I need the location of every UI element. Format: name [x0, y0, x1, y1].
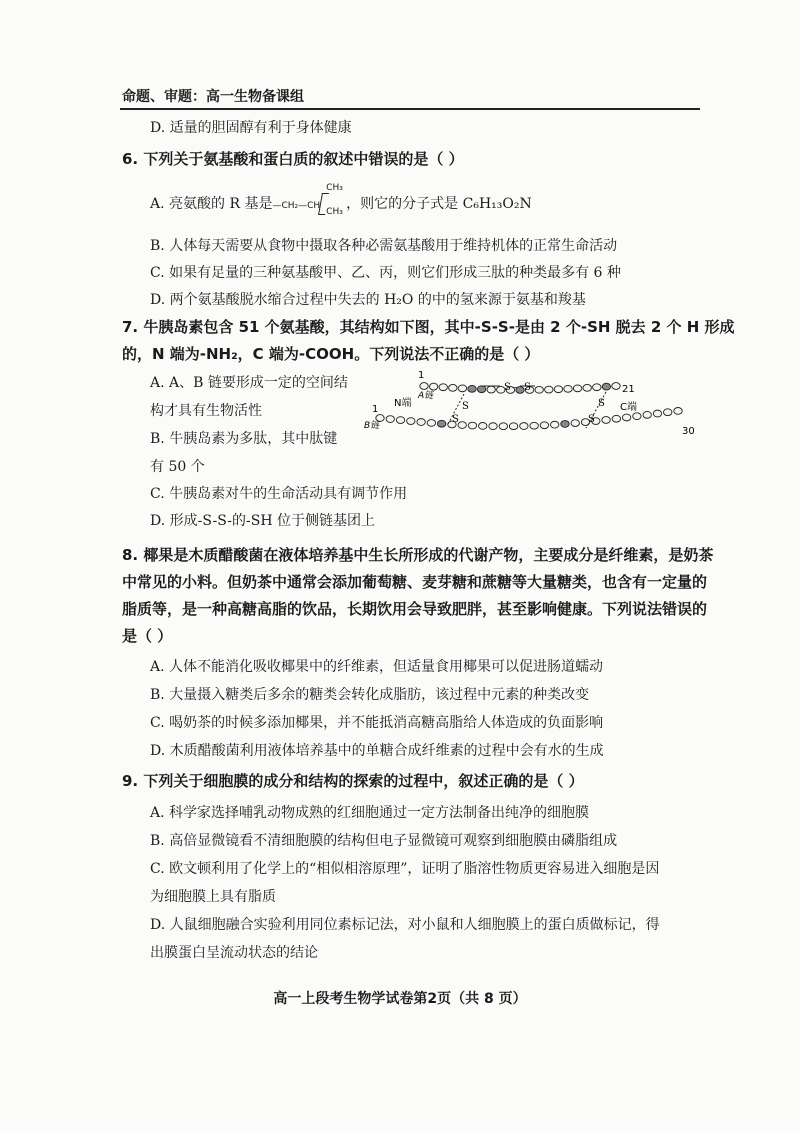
chain-b-label: B链	[364, 421, 380, 431]
chain-b-residue	[561, 421, 569, 428]
chain-a-residue	[439, 384, 447, 391]
q6-option-b: B. 人体每天需要从食物中摄取各种必需氨基酸用于维持机体的正常生命活动	[150, 238, 618, 254]
chain-a-label: A链	[418, 391, 434, 401]
q8-stem-line2: 中常见的小料。但奶茶中通常会添加葡萄糖、麦芽糖和蔗糖等大量糖类，也含有一定量的	[122, 573, 708, 591]
chain-a-residue	[593, 384, 601, 391]
q8-stem-line3: 脂质等，是一种高糖高脂的饮品，长期饮用会导致肥胖，甚至影响健康。下列说法错误的	[122, 600, 708, 618]
q7-option-d: D. 形成-S-S-的-SH 位于侧链基团上	[150, 513, 376, 529]
ch3-bottom: CH₃	[326, 207, 343, 217]
chain-b-residue	[530, 422, 538, 429]
chain-a-residue	[516, 387, 524, 394]
q9-stem: 9. 下列关于细胞膜的成分和结构的探索的过程中，叙述正确的是（ ）	[122, 772, 584, 790]
chain-b-residue	[571, 420, 579, 427]
page-footer: 高一上段考生物学试卷第2页（共 8 页）	[273, 991, 527, 1007]
chain-a-residue	[545, 386, 553, 393]
page-header: 命题、审题：高一生物备课组	[122, 89, 304, 105]
q6-option-a-suffix: ，则它的分子式是 C₆H₁₃O₂N	[346, 196, 532, 212]
q6-option-a-prefix: A. 亮氨酸的 R 基是	[150, 196, 273, 212]
q5-option-d: D. 适量的胆固醇有利于身体健康	[150, 120, 352, 136]
chain-b-residue	[602, 417, 610, 424]
s-label-1b: –	[512, 382, 517, 393]
q7-option-b-line2: 有 50 个	[150, 459, 205, 475]
s-label-4: S	[452, 414, 459, 425]
chain-b-residue	[458, 422, 466, 429]
q8-stem-line4: 是（ ）	[122, 627, 173, 645]
q9-option-d-line1: D. 人鼠细胞融合实验利用同位素标记法，对小鼠和人细胞膜上的蛋白质做标记，得	[150, 917, 660, 933]
q8-stem-line1: 8. 椰果是木质醋酸菌在液体培养基中生长所形成的代谢产物，主要成分是纤维素，是奶茶	[122, 546, 714, 564]
header-rule	[120, 108, 700, 110]
chain-b-residue	[520, 423, 528, 430]
q6-option-a	[150, 183, 532, 217]
chain-b-residue	[417, 419, 425, 426]
c-end-label: C端	[620, 402, 637, 413]
chain-b-residue	[664, 409, 672, 416]
chain-a-residue	[554, 386, 562, 393]
q9-option-b: B. 高倍显微镜看不清细胞膜的结构但电子显微镜可观察到细胞膜由磷脂组成	[150, 833, 618, 849]
q6-option-d: D. 两个氨基酸脱水缩合过程中失去的 H₂O 的中的氢来源于氨基和羧基	[150, 292, 586, 308]
chain-b-residue	[437, 420, 445, 427]
chain-b-residue	[612, 415, 620, 422]
ch3-top: CH₃	[326, 183, 343, 193]
num-30: 30	[682, 426, 695, 437]
chain-a-residue	[429, 383, 437, 390]
chain-b-residue	[540, 422, 548, 429]
chain-a-residue	[535, 386, 543, 393]
q7-option-c: C. 牛胰岛素对牛的生命活动具有调节作用	[150, 486, 408, 502]
s-label-1: S	[504, 382, 511, 393]
chain-a-residue	[468, 385, 476, 392]
s-label-2: S	[524, 382, 531, 393]
q6-option-c: C. 如果有足量的三种氨基酸甲、乙、丙，则它们形成三肽的种类最多有 6 种	[150, 265, 621, 281]
chain-b-residue	[622, 414, 630, 421]
q7-option-b-line1: B. 牛胰岛素为多肽，其中肽键	[150, 431, 338, 447]
chain-a-residue	[602, 383, 610, 390]
q9-option-c-line2: 为细胞膜上具有脂质	[150, 889, 276, 905]
q9-option-d-line2: 出膜蛋白呈流动状态的结论	[150, 945, 318, 961]
chain-a-residue	[612, 383, 620, 390]
chain-a-residue	[449, 384, 457, 391]
q9-option-c-line1: C. 欧文顿利用了化学上的“相似相溶原理”，证明了脂溶性物质更容易进入细胞是因	[150, 861, 660, 877]
chain-a-residue	[583, 384, 591, 391]
chain-a-residue	[487, 386, 495, 393]
chain-a-beads	[420, 383, 620, 394]
chain-b-residue	[427, 420, 435, 427]
chain-a-residue	[420, 383, 428, 390]
q6-stem: 6. 下列关于氨基酸和蛋白质的叙述中错误的是（ ）	[122, 150, 464, 168]
chain-b-residue	[468, 422, 476, 429]
chain-a-residue	[564, 385, 572, 392]
num-1-a: 1	[418, 370, 425, 381]
chain-b-residue	[674, 408, 682, 415]
chain-b-residue	[550, 421, 558, 428]
q8-option-b: B. 大量摄入糖类后多余的糖类会转化成脂肪，该过程中元素的种类改变	[150, 687, 590, 703]
q7-stem-line2: 的，N 端为-NH₂，C 端为-COOH。下列说法不正确的是（ ）	[122, 345, 540, 363]
q8-option-d: D. 木质醋酸菌利用液体培养基中的单糖合成纤维素的过程中会有水的生成	[150, 743, 604, 759]
q8-option-c: C. 喝奶茶的时候多添加椰果，并不能抵消高糖高脂给人体造成的负面影响	[150, 715, 604, 731]
s-label-3: S	[462, 401, 469, 412]
q8-option-a: A. 人体不能消化吸收椰果中的纤维素，但适量食用椰果可以促进肠道蠕动	[150, 659, 604, 675]
chain-b-residue	[633, 413, 641, 420]
chain-b-residue	[653, 410, 661, 417]
leucine-r-group: —CH₂—CH	[272, 201, 321, 211]
num-21: 21	[622, 384, 635, 395]
chain-b-residue	[396, 417, 404, 424]
q7-option-a-line1: A. A、B 链要形成一定的空间结	[150, 375, 348, 391]
chain-a-residue	[477, 386, 485, 393]
chain-b-residue	[479, 423, 487, 430]
insulin-structure-figure	[360, 364, 700, 450]
q9-option-a: A. 科学家选择哺乳动物成熟的红细胞通过一定方法制备出纯净的细胞膜	[150, 805, 590, 821]
num-1-b: 1	[372, 404, 379, 415]
q7-stem-line1: 7. 牛胰岛素包含 51 个氨基酸，其结构如下图，其中-S-S-是由 2 个-SH 脱去 2 个 H 形成	[122, 318, 735, 336]
chain-b-residue	[407, 418, 415, 425]
n-end-label: N端	[394, 398, 412, 409]
q7-option-a-line2: 构才具有生物活性	[150, 403, 262, 419]
chain-b-residue	[499, 423, 507, 430]
chain-b-residue	[489, 423, 497, 430]
chain-a-residue	[458, 385, 466, 392]
chain-a-residue	[573, 385, 581, 392]
chain-b-residue	[509, 423, 517, 430]
chain-b-residue	[386, 416, 394, 423]
s-label-5: S	[598, 398, 605, 409]
chain-b-residue	[643, 411, 651, 418]
s-label-6: S	[588, 414, 595, 425]
leucine-branch	[320, 183, 346, 217]
